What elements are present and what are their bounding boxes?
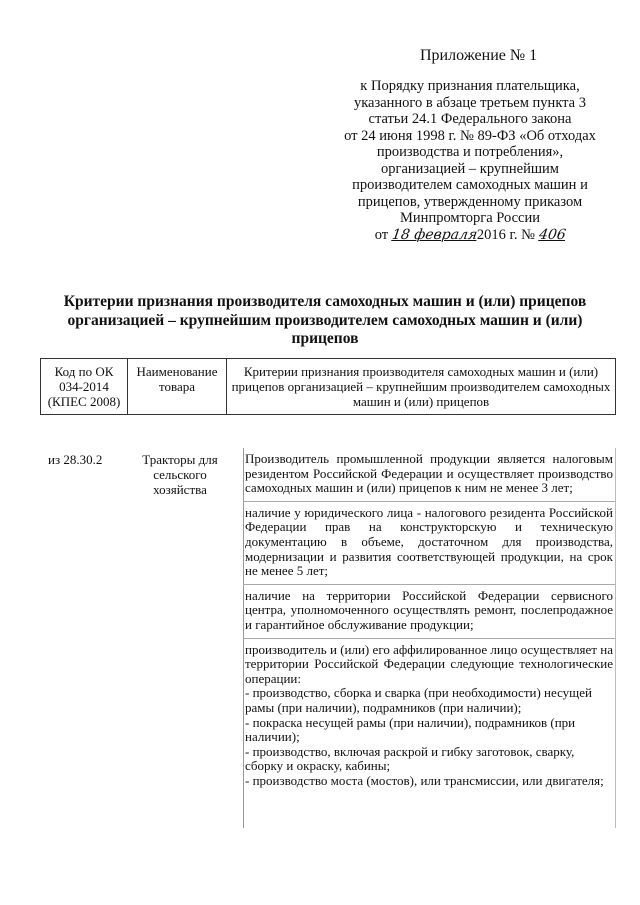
date-prefix: от <box>374 226 389 243</box>
appendix-line: к Порядку признания плательщика, <box>360 78 580 94</box>
appendix-title: Приложение № 1 <box>420 47 538 64</box>
header-criteria: Критерии признания производителя самоходных машин и (или) прицепов организацией – крупнейшим производителем самоходных машин и (или) прицепов <box>227 359 616 415</box>
row-code: из 28.30.2 <box>48 452 103 467</box>
column-divider <box>615 448 616 828</box>
appendix-line: указанного в абзаце третьем пункта 3 <box>353 94 586 111</box>
order-date-line <box>330 227 610 244</box>
criterion-operations <box>243 639 615 794</box>
date-year: 2016 г. № <box>476 226 535 243</box>
operations-intro: производитель и (или) его аффилированное лицо осуществляет на территории Российской Федерации следующие технологические операции: <box>245 641 613 686</box>
appendix-line: от 24 июня 1998 г. № 89-ФЗ «Об отходах <box>344 127 596 144</box>
appendix-line: статьи 24.1 Федерального закона <box>368 111 572 127</box>
operation-item: - производство, сборка и сварка (при необходимости) несущей рамы (при наличии), подрамников (при наличии); <box>245 685 592 715</box>
appendix-reference <box>330 78 610 243</box>
criterion-item: Производитель промышленной продукции является налоговым резидентом Российской Федерации и осуществляет производство самоходных машин и (или) прицепов к ним не менее 3 лет; <box>243 448 615 502</box>
appendix-line: организацией – крупнейшим <box>381 160 559 177</box>
handwritten-order-number: 406 <box>537 226 567 243</box>
appendix-line: прицепов, утвержденному приказом <box>357 193 583 210</box>
criterion-item: наличие у юридического лица - налогового резидента Российской Федерации прав на конструкторскую и техническую документацию в объеме, достаточном для производства, модернизации и развития соответствующей продукции, на срок не менее 5 лет; <box>243 502 615 585</box>
header-code: Код по ОК 034-2014 (КПЕС 2008) <box>41 359 128 415</box>
criteria-table-header <box>40 358 616 415</box>
operations-list <box>245 686 613 788</box>
row-product-name: Тракторы для сельского хозяйства <box>142 452 218 497</box>
appendix-line: производства и потребления», <box>376 144 564 160</box>
operation-item: - производство, включая раскрой и гибку заготовок, сварку, сборку и окраску, кабины; <box>245 743 575 774</box>
operation-item: - покраска несущей рамы (при наличии), подрамников (при наличии); <box>245 714 576 745</box>
document-title: Критерии признания производителя самоходных машин и (или) прицепов организацией – крупнейшим производителем самоходных машин и (или) прицепов <box>63 293 587 347</box>
appendix-line: Минпромторга России <box>400 210 540 226</box>
row-criteria <box>243 448 615 793</box>
operation-item: - производство моста (мостов), или трансмиссии, или двигателя; <box>245 772 604 788</box>
handwritten-date: 18 февраля <box>390 226 479 243</box>
appendix-line: производителем самоходных машин и <box>352 177 588 193</box>
header-product-name: Наименование товара <box>128 359 227 415</box>
criterion-item: наличие на территории Российской Федерации сервисного центра, уполномоченного осуществлять ремонт, послепродажное и гарантийное обслуживание продукции; <box>243 585 615 639</box>
